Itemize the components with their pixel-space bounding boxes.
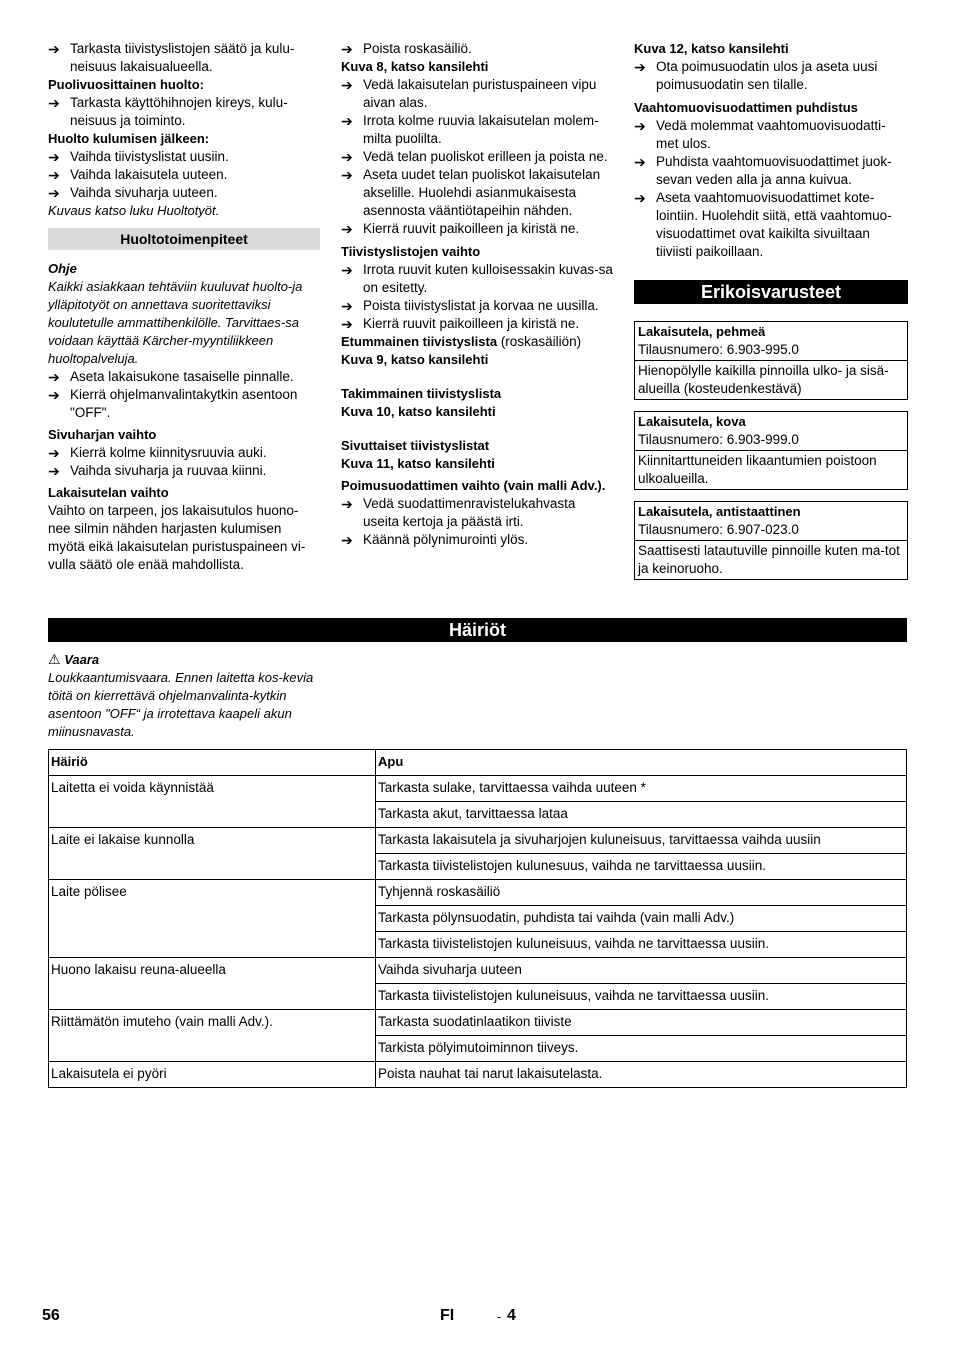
warning-triangle-icon: ⚠ <box>48 651 61 667</box>
subheading: Vaahtomuovisuodattimen puhdistus <box>634 100 858 115</box>
bullet: ➔ Kierrä ohjelmanvalintakytkin asentoon "OFF". <box>48 387 298 420</box>
arrow-right-icon: ➔ <box>341 167 353 183</box>
bullet: ➔ Aseta uudet telan puoliskot lakaisutelan akselille. Huolehdi asianmukaisesta asennosta vääntiötapeihin nähden. <box>341 167 601 218</box>
help-cell: Tyhjennä roskasäiliö <box>376 880 907 906</box>
bullet: ➔ Kierrä ruuvit paikoilleen ja kiristä ne. <box>341 316 580 332</box>
note-label: Ohje <box>48 261 77 276</box>
warning-block <box>48 650 323 741</box>
bullet: ➔ Poista roskasäiliö. <box>341 41 472 57</box>
subheading: Kuva 12, katso kansilehti <box>634 41 789 56</box>
reference-note: Kuvaus katso luku Huoltotyöt. <box>48 203 220 218</box>
subheading: Kuva 9, katso kansilehti <box>341 352 489 367</box>
footer-separator: - <box>497 1309 502 1324</box>
table-row <box>49 880 907 906</box>
table-row <box>49 1062 907 1088</box>
language-code: FI <box>440 1307 455 1324</box>
subheading: Kuva 10, katso kansilehti <box>341 404 496 419</box>
troubleshooting-table <box>48 749 907 1088</box>
table-row <box>49 776 907 802</box>
bullet: ➔ Tarkasta tiivistyslistojen säätö ja kulu-neisuus lakaisualueella. <box>48 41 295 74</box>
help-cell: Vaihda sivuharja uuteen <box>376 958 907 984</box>
bullet: ➔ Kierrä kolme kiinnitysruuvia auki. <box>48 445 267 461</box>
section-header: Häiriöt <box>48 618 907 642</box>
arrow-right-icon: ➔ <box>341 496 353 512</box>
fault-cell: Huono lakaisu reuna-alueella <box>49 958 376 1010</box>
arrow-right-icon: ➔ <box>341 149 353 165</box>
bullet: ➔ Vedä lakaisutelan puristuspaineen vipu aivan alas. <box>341 77 597 110</box>
paragraph: Vaihto on tarpeen, jos lakaisutulos huono-nee silmin nähden harjasten kulumisen myötä eikä lakaisutelan puristuspaineen vi-vulla säätö ole enää mahdollista. <box>48 503 306 572</box>
table-row <box>49 1010 907 1036</box>
arrow-right-icon: ➔ <box>341 298 353 314</box>
subheading: Puolivuosittainen huolto: <box>48 77 204 92</box>
column-header: Häiriö <box>49 750 376 776</box>
help-cell: Poista nauhat tai narut lakaisutelasta. <box>376 1062 907 1088</box>
help-cell: Tarkasta pölynsuodatin, puhdista tai vaihda (vain malli Adv.) <box>376 906 907 932</box>
subheading: Poimusuodattimen vaihto (vain malli Adv.). <box>341 478 606 493</box>
arrow-right-icon: ➔ <box>341 41 353 57</box>
help-cell: Tarkasta tiivistelistojen kuluneisuus, vaihda ne tarvittaessa uusiin. <box>376 932 907 958</box>
fault-cell: Laite ei lakaise kunnolla <box>49 828 376 880</box>
help-cell: Tarkasta lakaisutela ja sivuharjojen kuluneisuus, tarvittaessa vaihda uusiin <box>376 828 907 854</box>
bullet: ➔ Puhdista vaahtomuovisuodattimet juok-sevan veden alla ja anna kuivua. <box>634 154 892 187</box>
subheading: Kuva 8, katso kansilehti <box>341 59 489 74</box>
arrow-right-icon: ➔ <box>341 221 353 237</box>
subheading: Takimmainen tiivistyslista <box>341 386 502 401</box>
help-cell: Tarkasta suodatinlaatikon tiiviste <box>376 1010 907 1036</box>
arrow-right-icon: ➔ <box>634 154 646 170</box>
section-bar: Huoltotoimenpiteet <box>48 228 320 250</box>
table-row <box>49 958 907 984</box>
accessory-box <box>634 321 908 400</box>
bullet: ➔ Käännä pölynimurointi ylös. <box>341 532 529 548</box>
accessory-box <box>634 411 908 490</box>
bullet: ➔ Vaihda tiivistyslistat uusiin. <box>48 149 229 165</box>
subheading: Lakaisutelan vaihto <box>48 485 169 500</box>
warning-label: Vaara <box>64 652 100 667</box>
arrow-right-icon: ➔ <box>48 369 60 385</box>
subheading: Kuva 11, katso kansilehti <box>341 456 495 471</box>
arrow-right-icon: ➔ <box>341 316 353 332</box>
bullet: ➔ Aseta vaahtomuovisuodattimet kote-lointiin. Huolehdit siitä, että vaahtomuo-visuodattimet ovat kaikilta sivuiltaan tiiviisti paikoillaan. <box>634 190 892 259</box>
subheading: Tiivistyslistojen vaihto <box>341 244 481 259</box>
bullet: ➔ Vedä telan puoliskot erilleen ja poista ne. <box>341 149 608 165</box>
arrow-right-icon: ➔ <box>48 387 60 403</box>
section-header: Erikoisvarusteet <box>634 280 908 304</box>
fault-cell: Riittämätön imuteho (vain malli Adv.). <box>49 1010 376 1062</box>
accessory-description: Kiinnitarttuneiden likaantumien poistoon ulkoalueilla. <box>635 450 907 489</box>
bullet: ➔ Poista tiivistyslistat ja korvaa ne uusilla. <box>341 298 599 314</box>
help-cell: Tarkasta tiivistelistojen kulunesuus, vaihda ne tarvittaessa uusiin. <box>376 854 907 880</box>
bullet: ➔ Vaihda lakaisutela uuteen. <box>48 167 228 183</box>
bullet: ➔ Vedä molemmat vaahtomuovisuodatti-met ulos. <box>634 118 886 151</box>
bullet: ➔ Irrota ruuvit kuten kulloisessakin kuvas-sa on esitetty. <box>341 262 613 295</box>
accessory-header: Lakaisutela, antistaattinen Tilausnumero: 6.907-023.0 <box>638 504 801 537</box>
note-text: Kaikki asiakkaan tehtäviin kuuluvat huolto-ja ylläpitotyöt on annettava suoritettaviksi koulutetulle ammattihenkilölle. Tarvittaes-sa voidaan käyttää Kärcher-myyntiliikkeen huoltopalveluja. <box>48 279 303 366</box>
accessory-description: Hienopölylle kaikilla pinnoilla ulko- ja sisä-alueilla (kosteudenkestävä) <box>635 360 907 399</box>
section-number: 4 <box>507 1307 516 1324</box>
arrow-right-icon: ➔ <box>48 445 60 461</box>
arrow-right-icon: ➔ <box>48 95 60 111</box>
subheading: Huolto kulumisen jälkeen: <box>48 131 210 146</box>
bullet: ➔ Vedä suodattimenravistelukahvasta useita kertoja ja päästä irti. <box>341 496 576 529</box>
fault-cell: Lakaisutela ei pyöri <box>49 1062 376 1088</box>
arrow-right-icon: ➔ <box>341 532 353 548</box>
arrow-right-icon: ➔ <box>48 41 60 57</box>
help-cell: Tarkasta akut, tarvittaessa lataa <box>376 802 907 828</box>
warning-text: Loukkaantumisvaara. Ennen laitetta kos-kevia töitä on kierrettävä ohjelmanvalinta-kytkin asentoon "OFF“ ja irrotettava kaapeli akun miinusnavasta. <box>48 670 314 739</box>
accessory-header: Lakaisutela, kova Tilausnumero: 6.903-999.0 <box>638 414 799 447</box>
accessory-header: Lakaisutela, pehmeä Tilausnumero: 6.903-995.0 <box>638 324 799 357</box>
bullet: ➔ Vaihda sivuharja uuteen. <box>48 185 218 201</box>
bullet: ➔ Irrota kolme ruuvia lakaisutelan molem-milta puolilta. <box>341 113 599 146</box>
fault-cell: Laitetta ei voida käynnistää <box>49 776 376 828</box>
fault-cell: Laite pölisee <box>49 880 376 958</box>
help-cell: Tarkista pölyimutoiminnon tiiveys. <box>376 1036 907 1062</box>
bullet: ➔ Ota poimusuodatin ulos ja aseta uusi poimusuodatin sen tilalle. <box>634 59 878 92</box>
arrow-right-icon: ➔ <box>634 118 646 134</box>
help-cell: Tarkasta sulake, tarvittaessa vaihda uuteen * <box>376 776 907 802</box>
bullet: ➔ Aseta lakaisukone tasaiselle pinnalle. <box>48 369 294 385</box>
subheading: Sivuttaiset tiivistyslistat <box>341 438 490 453</box>
column-1 <box>48 40 320 574</box>
table-header-row <box>49 750 907 776</box>
arrow-right-icon: ➔ <box>48 149 60 165</box>
arrow-right-icon: ➔ <box>341 77 353 93</box>
arrow-right-icon: ➔ <box>48 185 60 201</box>
table-row <box>49 828 907 854</box>
arrow-right-icon: ➔ <box>341 262 353 278</box>
bullet: ➔ Vaihda sivuharja ja ruuvaa kiinni. <box>48 463 267 479</box>
subheading: Sivuharjan vaihto <box>48 427 157 442</box>
bullet: ➔ Kierrä ruuvit paikoilleen ja kiristä ne. <box>341 221 580 237</box>
arrow-right-icon: ➔ <box>48 167 60 183</box>
column-3 <box>634 40 908 580</box>
arrow-right-icon: ➔ <box>48 463 60 479</box>
column-2 <box>341 40 615 549</box>
help-cell: Tarkasta tiivistelistojen kuluneisuus, vaihda ne tarvittaessa uusiin. <box>376 984 907 1010</box>
column-header: Apu <box>376 750 907 776</box>
page-number: 56 <box>42 1307 60 1324</box>
arrow-right-icon: ➔ <box>341 113 353 129</box>
bullet: ➔ Tarkasta käyttöhihnojen kireys, kulu-neisuus ja toiminto. <box>48 95 288 128</box>
arrow-right-icon: ➔ <box>634 59 646 75</box>
subheading-line: Etummainen tiivistyslista (roskasäiliön) <box>341 334 582 349</box>
accessory-box <box>634 501 908 580</box>
accessory-description: Saattisesti latautuville pinnoille kuten ma-tot ja keinoruoho. <box>635 540 907 579</box>
arrow-right-icon: ➔ <box>634 190 646 206</box>
